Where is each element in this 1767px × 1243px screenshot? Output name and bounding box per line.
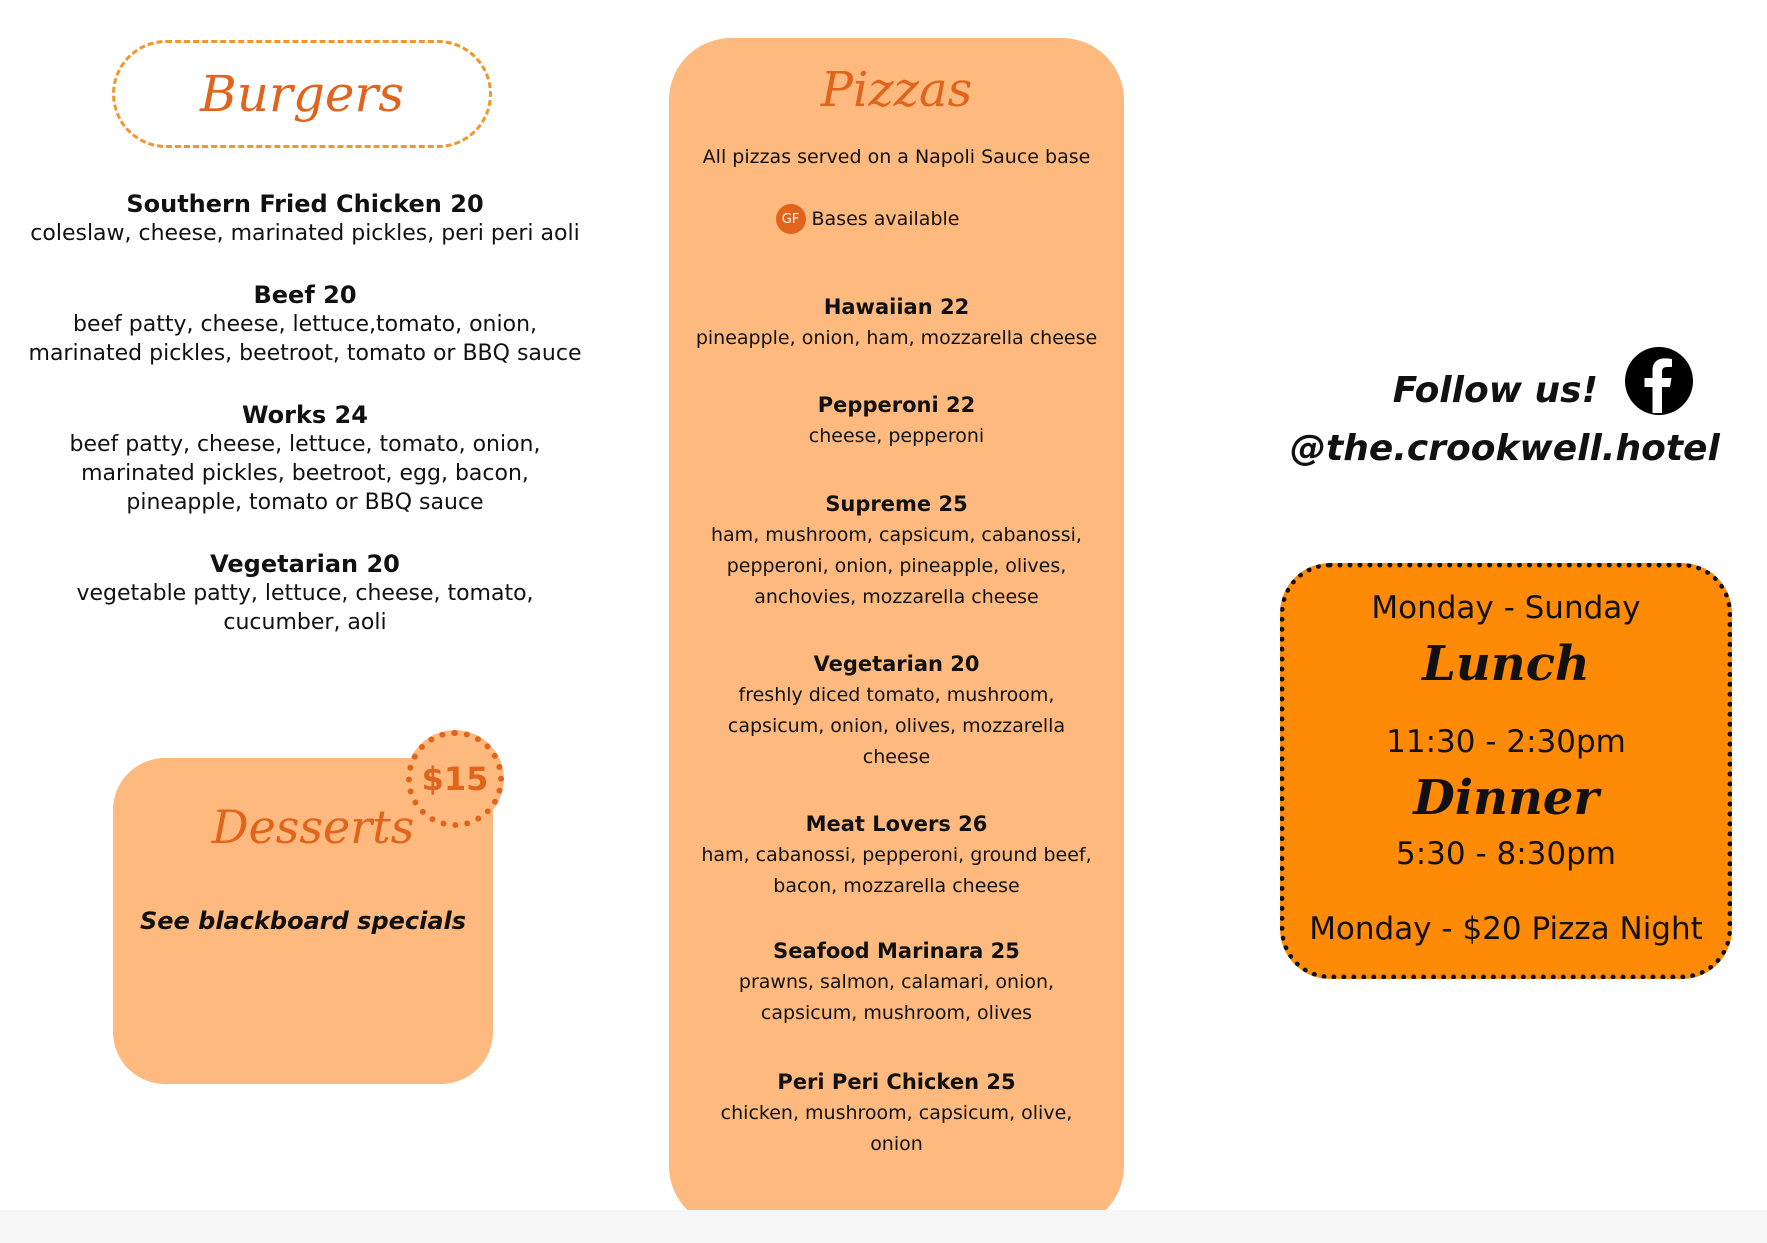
dinner-time: 5:30 - 8:30pm [1396, 836, 1616, 872]
gf-text: Bases available [811, 208, 960, 230]
lunch-label: Lunch [1422, 636, 1590, 692]
pizza-item [669, 649, 1124, 773]
burger-name: Works 24 [242, 401, 368, 429]
pizza-name: Peri Peri Chicken 25 [777, 1070, 1016, 1094]
pizza-night-text: Monday - $20 Pizza Night [1309, 911, 1703, 947]
pizza-name: Vegetarian 20 [813, 652, 980, 676]
pizza-item [669, 489, 1124, 613]
burgers-title: Burgers [199, 65, 404, 123]
pizzas-title: Pizzas [820, 62, 973, 118]
lunch-time: 11:30 - 2:30pm [1386, 724, 1626, 760]
burger-item [0, 190, 610, 248]
desserts-note: See blackboard specials [139, 907, 467, 935]
follow-us-text: Follow us! [1392, 370, 1598, 411]
gf-row [669, 204, 1124, 234]
pizza-desc: prawns, salmon, calamari, onion, capsicum, mushroom, olives [738, 971, 1055, 1024]
facebook-glyph [1625, 347, 1693, 415]
pizza-item [669, 390, 1124, 452]
pizza-name: Seafood Marinara 25 [773, 939, 1020, 963]
burgers-title-box [112, 40, 492, 148]
burger-item [0, 281, 610, 368]
pizzas-note: All pizzas served on a Napoli Sauce base [702, 146, 1091, 168]
pizza-item [669, 809, 1124, 902]
burger-desc: beef patty, cheese, lettuce, tomato, onion, marinated pickles, beetroot, egg, bacon, pineapple, tomato or BBQ sauce [69, 432, 541, 515]
burger-name: Beef 20 [253, 281, 357, 309]
desserts-title: Desserts [211, 800, 415, 854]
burger-desc: vegetable patty, lettuce, cheese, tomato, cucumber, aoli [76, 581, 534, 635]
gluten-free-icon: GF [776, 204, 806, 234]
dinner-label: Dinner [1413, 770, 1599, 826]
burger-name: Vegetarian 20 [210, 550, 400, 578]
burger-item [0, 401, 610, 517]
burger-item [0, 550, 610, 637]
bottom-edge [0, 1210, 1767, 1243]
burger-desc: beef patty, cheese, lettuce,tomato, onion, marinated pickles, beetroot, tomato or BBQ sauce [28, 312, 582, 366]
pizza-desc: cheese, pepperoni [808, 425, 985, 447]
pizza-desc: ham, mushroom, capsicum, cabanossi, pepperoni, onion, pineapple, olives, anchovies, mozzarella cheese [711, 524, 1082, 608]
pizza-item [669, 1067, 1124, 1160]
pizza-desc: freshly diced tomato, mushroom, capsicum, onion, olives, mozzarella cheese [727, 684, 1066, 768]
facebook-icon[interactable] [1625, 347, 1693, 415]
burger-desc: coleslaw, cheese, marinated pickles, peri peri aoli [30, 221, 580, 246]
pizza-desc: pineapple, onion, ham, mozzarella cheese [695, 327, 1098, 349]
pizza-desc: ham, cabanossi, pepperoni, ground beef, bacon, mozzarella cheese [701, 844, 1092, 897]
pizza-name: Hawaiian 22 [823, 295, 970, 319]
pizza-item [669, 292, 1124, 354]
pizza-name: Supreme 25 [825, 492, 968, 516]
pizza-name: Pepperoni 22 [817, 393, 976, 417]
burger-name: Southern Fried Chicken 20 [126, 190, 484, 218]
social-handle[interactable]: @the.crookwell.hotel [1290, 428, 1720, 469]
pizza-desc: chicken, mushroom, capsicum, olive, onion [720, 1102, 1073, 1155]
hours-days: Monday - Sunday [1371, 590, 1641, 626]
price-badge: $15 [406, 730, 504, 828]
pizza-name: Meat Lovers 26 [805, 812, 988, 836]
pizza-item [669, 936, 1124, 1029]
